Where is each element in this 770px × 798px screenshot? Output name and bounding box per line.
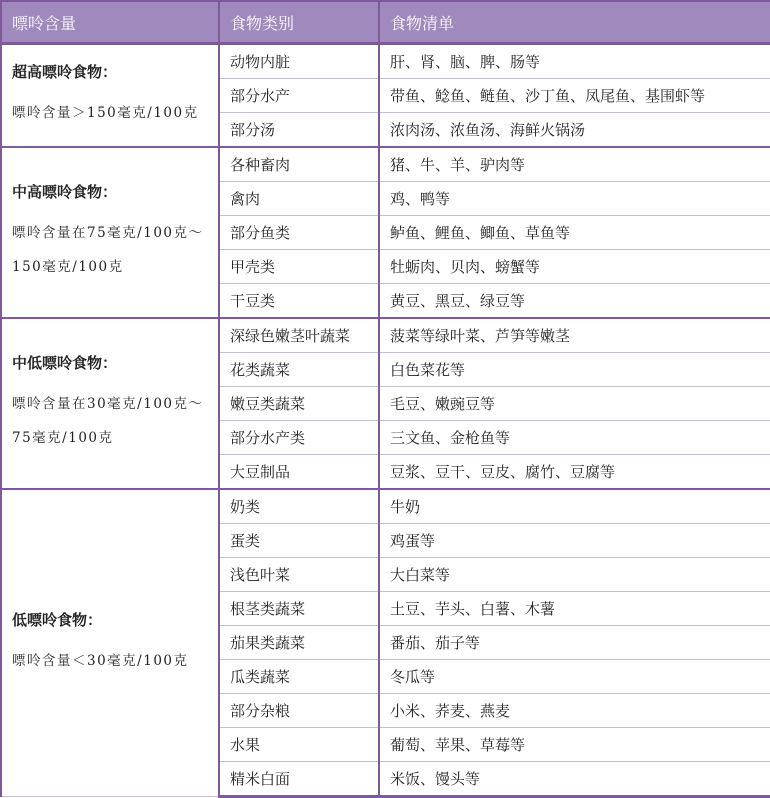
purine-level-low: [1, 489, 219, 797]
food-list: 白色菜花等: [379, 353, 770, 387]
food-list: 冬瓜等: [379, 660, 770, 694]
food-list: 土豆、芋头、白薯、木薯: [379, 592, 770, 626]
food-category: 大豆制品: [219, 455, 379, 490]
food-category: 根茎类蔬菜: [219, 592, 379, 626]
level-description: 嘌呤含量在75毫克/100克～150毫克/100克: [12, 225, 204, 275]
food-category: 部分水产: [219, 79, 379, 113]
header-food-category: 食物类别: [219, 1, 379, 44]
food-category: 深绿色嫩茎叶蔬菜: [219, 318, 379, 353]
header-row: [1, 1, 770, 44]
food-category: 各种畜肉: [219, 147, 379, 182]
food-category: 禽肉: [219, 182, 379, 216]
food-category: 部分鱼类: [219, 216, 379, 250]
food-category: 部分汤: [219, 113, 379, 148]
food-list: 鸡、鸭等: [379, 182, 770, 216]
food-list: 番茄、茄子等: [379, 626, 770, 660]
food-list: 黄豆、黑豆、绿豆等: [379, 284, 770, 319]
food-category: 水果: [219, 728, 379, 762]
purine-level-mid-high: [1, 147, 219, 318]
purine-level-super-high: [1, 44, 219, 148]
food-list: 菠菜等绿叶菜、芦笋等嫩茎: [379, 318, 770, 353]
food-list: 小米、荞麦、燕麦: [379, 694, 770, 728]
table-row: [1, 147, 770, 182]
purine-level-mid-low: [1, 318, 219, 489]
level-description: 嘌呤含量在30毫克/100克～75毫克/100克: [12, 396, 204, 446]
food-category: 奶类: [219, 489, 379, 524]
table-body: [1, 44, 770, 797]
food-category: 花类蔬菜: [219, 353, 379, 387]
food-category: 蛋类: [219, 524, 379, 558]
table-header: [1, 1, 770, 44]
food-list: 葡萄、苹果、草莓等: [379, 728, 770, 762]
level-description: 嘌呤含量＜30毫克/100克: [12, 652, 189, 669]
food-list: 豆浆、豆干、豆皮、腐竹、豆腐等: [379, 455, 770, 490]
food-list: 牛奶: [379, 489, 770, 524]
food-list: 鲈鱼、鲤鱼、鲫鱼、草鱼等: [379, 216, 770, 250]
food-list: 带鱼、鲶鱼、鲢鱼、沙丁鱼、凤尾鱼、基围虾等: [379, 79, 770, 113]
level-name: 中低嘌呤食物：: [12, 354, 118, 372]
table-row: [1, 489, 770, 524]
food-category: 嫩豆类蔬菜: [219, 387, 379, 421]
food-list: 浓肉汤、浓鱼汤、海鲜火锅汤: [379, 113, 770, 148]
food-list: 肝、肾、脑、脾、肠等: [379, 44, 770, 79]
table-row: [1, 44, 770, 79]
food-list: 猪、牛、羊、驴肉等: [379, 147, 770, 182]
food-category: 动物内脏: [219, 44, 379, 79]
table-row: [1, 318, 770, 353]
level-name: 中高嘌呤食物：: [12, 183, 118, 201]
food-category: 茄果类蔬菜: [219, 626, 379, 660]
food-category: 精米白面: [219, 762, 379, 797]
level-description: 嘌呤含量＞150毫克/100克: [12, 105, 199, 121]
food-category: 部分水产类: [219, 421, 379, 455]
food-list: 牡蛎肉、贝肉、螃蟹等: [379, 250, 770, 284]
level-name: 超高嘌呤食物：: [12, 63, 118, 81]
food-list: 毛豆、嫩豌豆等: [379, 387, 770, 421]
food-category: 瓜类蔬菜: [219, 660, 379, 694]
food-list: 大白菜等: [379, 558, 770, 592]
food-category: 浅色叶菜: [219, 558, 379, 592]
header-purine-content: 嘌呤含量: [1, 1, 219, 44]
header-food-list: 食物清单: [379, 1, 770, 44]
food-list: 鸡蛋等: [379, 524, 770, 558]
food-category: 干豆类: [219, 284, 379, 319]
food-category: 甲壳类: [219, 250, 379, 284]
food-list: 米饭、馒头等: [379, 762, 770, 797]
food-list: 三文鱼、金枪鱼等: [379, 421, 770, 455]
level-name: 低嘌呤食物：: [12, 610, 103, 629]
food-category: 部分杂粮: [219, 694, 379, 728]
